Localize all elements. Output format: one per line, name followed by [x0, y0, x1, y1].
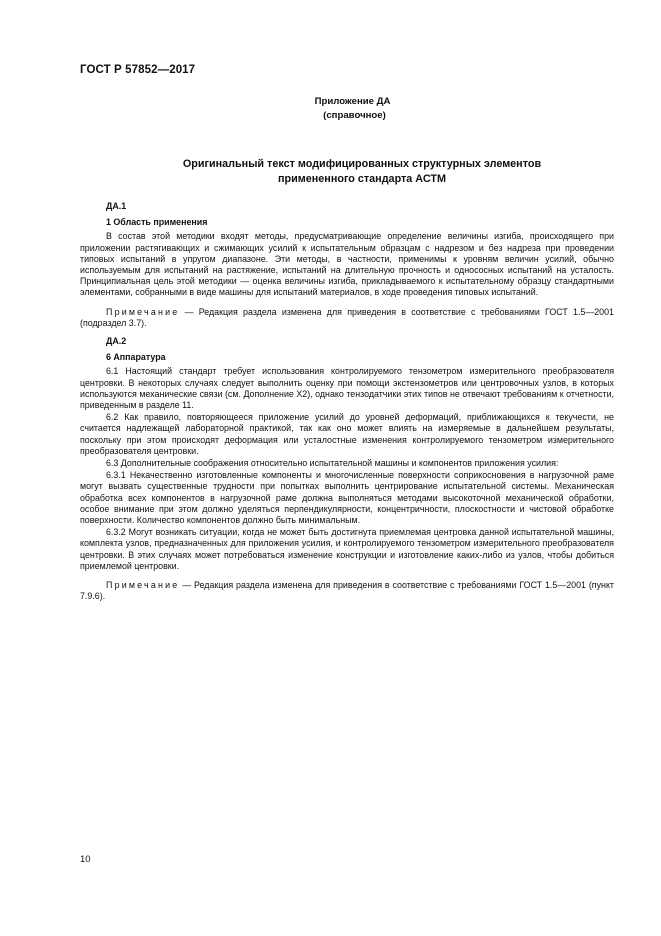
note-text: — Редакция раздела изменена для приведения в соответствие с требованиями ГОСТ 1.5—2001 (подраздел 3.7).: [80, 306, 614, 328]
appendix-title: Приложение ДА: [314, 96, 391, 107]
paragraph-6-1: 6.1 Настоящий стандарт требует использования контролируемого тензометром измерительного преобразователя центровки. В некоторых случаях следует выполнить оценку при помощи экстензометров или центровочных узлов, в которых используются механические связи (см. Дополнение Х2), однако тензодатчики этих типов не отвечают требованиям к отчетности, приведенным в разделе 11.: [80, 366, 614, 411]
paragraph-6-3-2: 6.3.2 Могут возникать ситуации, когда не может быть достигнута приемлемая центровка данной испытательной машины, комплекта узлов, предназначенных для приложения усилия, и контролируемого тензометром измерительного преобразователя центровки. В этих случаях может потребоваться изменение конструкции и изготовление каких-либо из узлов, чтобы добиться приемлемой центровки.: [80, 527, 614, 571]
section-label-da2: ДА.2: [106, 336, 127, 347]
appendix-block: [0, 95, 661, 123]
document-title: [80, 157, 614, 187]
document-title-line-2: примененного стандарта АСТМ: [278, 173, 446, 185]
paragraph-scope: В состав этой методики входят методы, предусматривающие определение величины изгиба, происходящего при приложении растягивающих и сжимающих усилий к испытательным образцам с надрезом и без надреза при проведении типовых испытаний в упругом диапазоне. Эти методы, в частности, применимы к уровням величин усилий, обычно используемым для испытаний на растяжение, испытаний на длительную прочность и однососных испытаний на усталость. Принципиальная цель этой методики — оценка величины изгиба, прикладываемого к испытательному образцу стандартными элементами, собранными в виде машины для испытаний материалов, в ходе проведения типовых испытаний.: [80, 231, 614, 298]
paragraph-6-2: 6.2 Как правило, повторяющееся приложение усилий до уровней деформаций, приближающихся к текучести, не считается надлежащей лабораторной практикой, так как оно может влиять на измеряемые в дальнейшем результаты, поскольку при этом происходят деформация или усталостные изменения контролируемого тензометром измерительного преобразователя центровки.: [80, 412, 614, 456]
note-label: Примечание: [106, 306, 180, 317]
note-label: Примечание: [106, 580, 180, 591]
appendix-subtitle: (справочное): [323, 110, 386, 121]
note-da2: [80, 580, 614, 602]
paragraph-6-3: 6.3 Дополнительные соображения относительно испытательной машины и компонентов приложения усилия:: [106, 458, 559, 469]
document-header: ГОСТ Р 57852—2017: [80, 64, 196, 76]
section-heading-apparatus: 6 Аппаратура: [106, 352, 166, 363]
document-body: [80, 201, 614, 610]
document-title-line-1: Оригинальный текст модифицированных структурных элементов: [182, 158, 542, 170]
paragraph-6-3-1: 6.3.1 Некачественно изготовленные компоненты и многочисленные поверхности соприкосновения в нагрузочной раме могут вызвать существенные трудности при попытках выполнить центрирование испытательной системы. Механическая обработка всех компонентов в нагрузочной раме должна выполняться методами высокоточной механической обработки, особое внимание при этом должно уделяться перпендикулярности, концентричности, плоскостности и чистовой обработке поверхности. Количество компонентов должно быть минимальным.: [80, 470, 614, 526]
note-text: — Редакция раздела изменена для приведения в соответствие с требованиями ГОСТ 1.5—2001 (пункт 7.9.6).: [80, 580, 614, 602]
note-da1: [80, 307, 614, 329]
section-heading-scope: 1 Область применения: [106, 217, 208, 228]
page-number: 10: [80, 854, 91, 865]
section-label-da1: ДА.1: [106, 201, 127, 211]
